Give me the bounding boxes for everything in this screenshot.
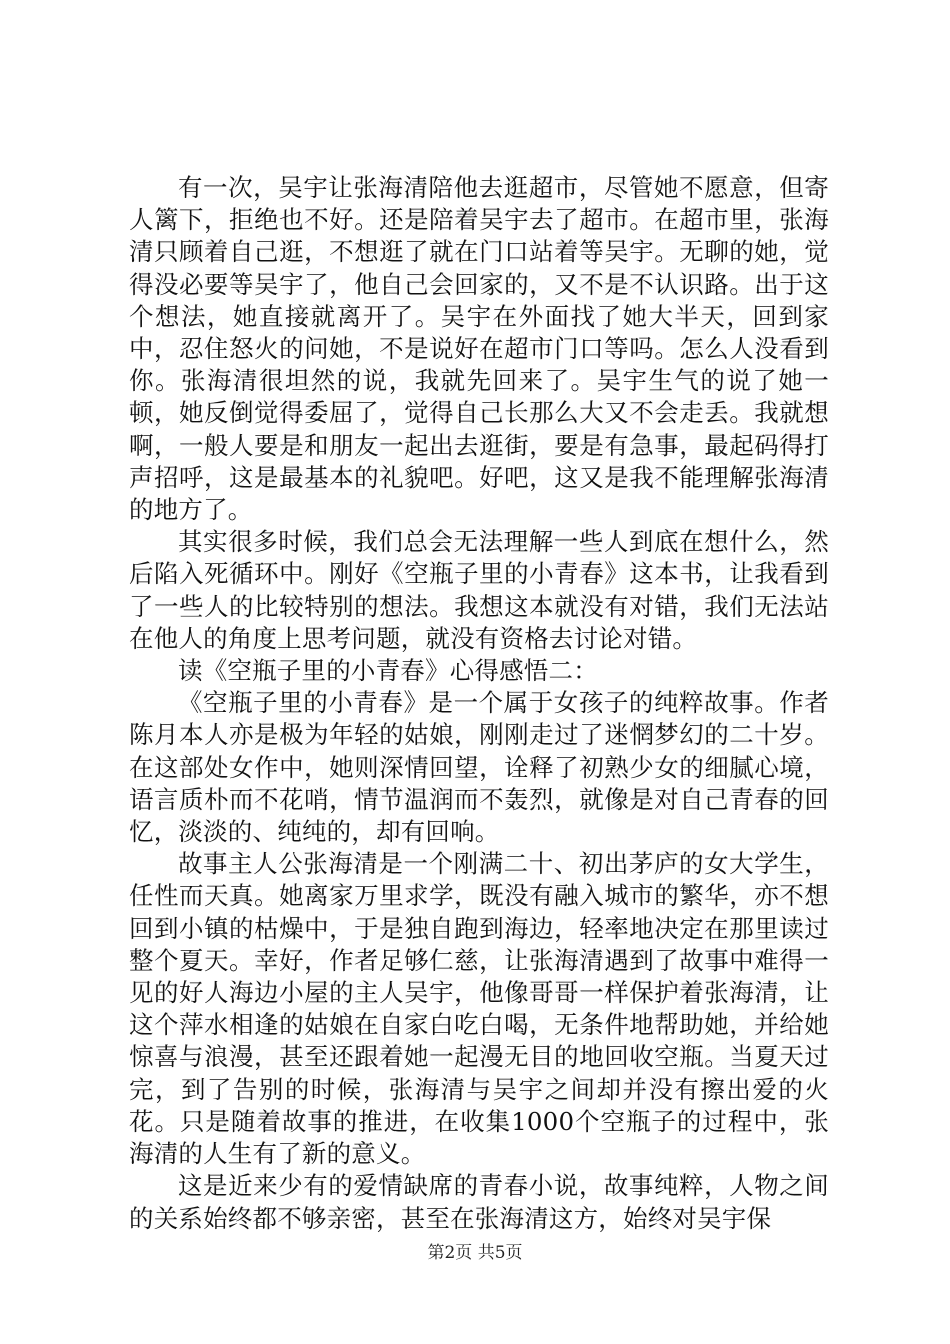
paragraph-1: 有一次，吴宇让张海清陪他去逛超市，尽管她不愿意，但寄人篱下，拒绝也不好。还是陪着吴宇去了超市。在超市里，张海清只顾着自己逛，不想逛了就在门口站着等吴宇。无聊的她，觉得没必要等吴宇了，他自己会回家的，又不是不认识路。出于这个想法，她直接就离开了。吴宇在外面找了她大半天，回到家中，忍住怒火的问她，不是说好在超市门口等吗。怎么人没看到你。张海清很坦然的说，我就先回来了。吴宇生气的说了她一顿，她反倒觉得委屈了，觉得自己长那么大又不会走丢。我就想啊，一般人要是和朋友一起出去逛街，要是有急事，最起码得打声招呼，这是最基本的礼貌吧。好吧，这又是我不能理解张海清的地方了。 (129, 173, 829, 525)
paragraph-2: 其实很多时候，我们总会无法理解一些人到底在想什么，然后陷入死循环中。刚好《空瓶子里的小青春》这本书，让我看到了一些人的比较特别的想法。我想这本就没有对错，我们无法站在他人的角度上思考问题，就没有资格去讨论对错。 (129, 527, 829, 653)
paragraph-4: 故事主人公张海清是一个刚满二十、初出茅庐的女大学生，任性而天真。她离家万里求学，既没有融入城市的繁华，亦不想回到小镇的枯燥中，于是独自跑到海边，轻率地决定在那里读过整个夏天。幸好，作者足够仁慈，让张海清遇到了故事中难得一见的好人海边小屋的主人吴宇，他像哥哥一样保护着张海清，让这个萍水相逢的姑娘在自家白吃白喝，无条件地帮助她，并给她惊喜与浪漫，甚至还跟着她一起漫无目的地回收空瓶。当夏天过完，到了告别的时候，张海清与吴宇之间却并没有擦出爱的火花。只是随着故事的推进，在收集1000个空瓶子的过程中，张海清的人生有了新的意义。 (129, 849, 829, 1169)
section-heading: 读《空瓶子里的小青春》心得感悟二： (178, 656, 598, 686)
body-text (129, 172, 829, 1235)
paragraph-5: 这是近来少有的爱情缺席的青春小说，故事纯粹，人物之间的关系始终都不够亲密，甚至在张海清这方，始终对吴宇保 (129, 1171, 829, 1233)
paragraph-3: 《空瓶子里的小青春》是一个属于女孩子的纯粹故事。作者陈月本人亦是极为年轻的姑娘，刚刚走过了迷惘梦幻的二十岁。在这部处女作中，她则深情回望，诠释了初熟少女的细腻心境，语言质朴而不花哨，情节温润而不轰烈，就像是对自己青春的回忆，淡淡的、纯纯的，却有回响。 (129, 688, 829, 847)
page-number-footer: 第2页 共5页 (427, 1243, 523, 1263)
